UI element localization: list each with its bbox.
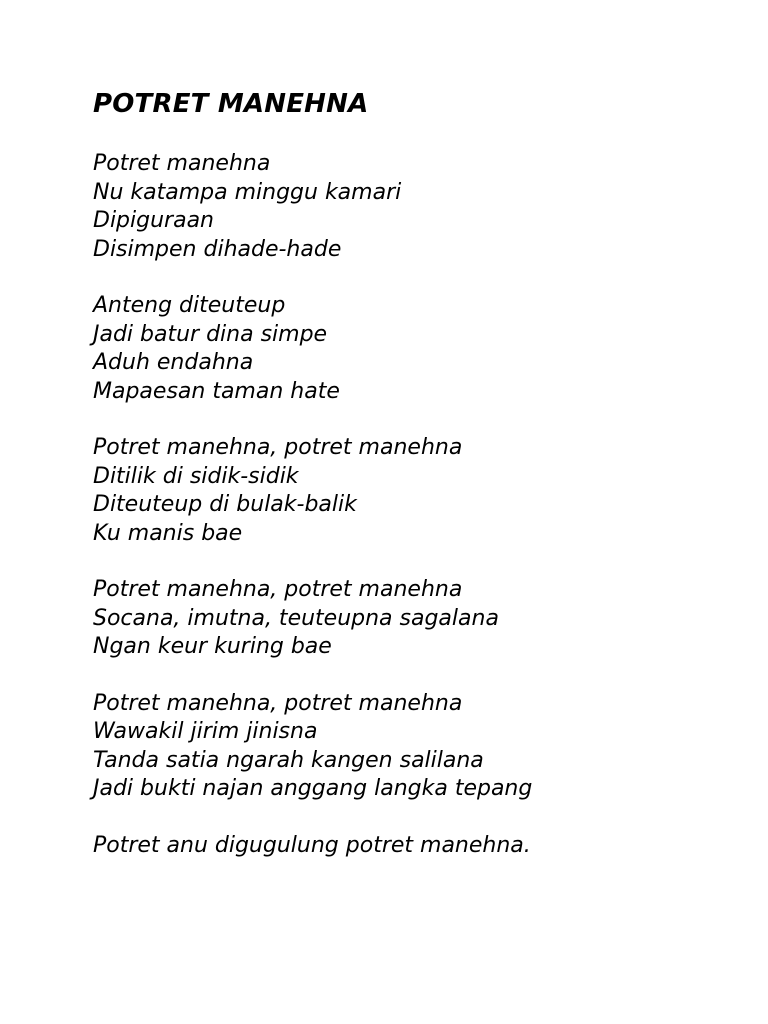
poem-line: Potret anu digugulung potret manehna. <box>93 832 531 858</box>
stanza-4 <box>93 576 733 662</box>
poem-line: Potret manehna, potret manehna <box>93 435 463 460</box>
stanza-6 <box>93 832 733 861</box>
document-title: POTRET MANEHNA <box>93 89 369 119</box>
poem-line: Jadi batur dina simpe <box>93 321 328 347</box>
stanza-2 <box>93 292 733 406</box>
poem-line: Tanda satia ngarah kangen salilana <box>93 747 484 773</box>
poem-line: Anteng diteuteup <box>93 293 286 318</box>
poem-line: Dipiguraan <box>93 208 214 233</box>
stanza-3 <box>93 434 733 548</box>
document-page <box>93 86 733 888</box>
poem-line: Potret manehna, potret manehna <box>93 690 463 716</box>
poem-line: Ditilik di sidik-sidik <box>93 463 299 489</box>
poem-line: Ngan keur kuring bae <box>93 634 332 659</box>
poem-line: Potret manehna, potret manehna <box>93 577 463 602</box>
poem-line: Diteuteup di bulak-balik <box>93 492 357 517</box>
poem-line: Aduh endahna <box>93 350 254 375</box>
poem-line: Socana, imutna, teuteupna sagalana <box>93 605 499 631</box>
stanza-5 <box>93 690 733 804</box>
poem-line: Ku manis bae <box>93 520 243 546</box>
poem-line: Jadi bukti najan anggang langka tepang <box>93 776 533 801</box>
poem-line: Nu katampa minggu kamari <box>93 179 402 205</box>
poem-line: Disimpen dihade-hade <box>93 236 342 262</box>
poem-line: Mapaesan taman hate <box>93 378 340 404</box>
poem-line: Potret manehna <box>93 151 271 176</box>
stanza-1 <box>93 150 733 264</box>
poem-line: Wawakil jirim jinisna <box>93 719 318 744</box>
